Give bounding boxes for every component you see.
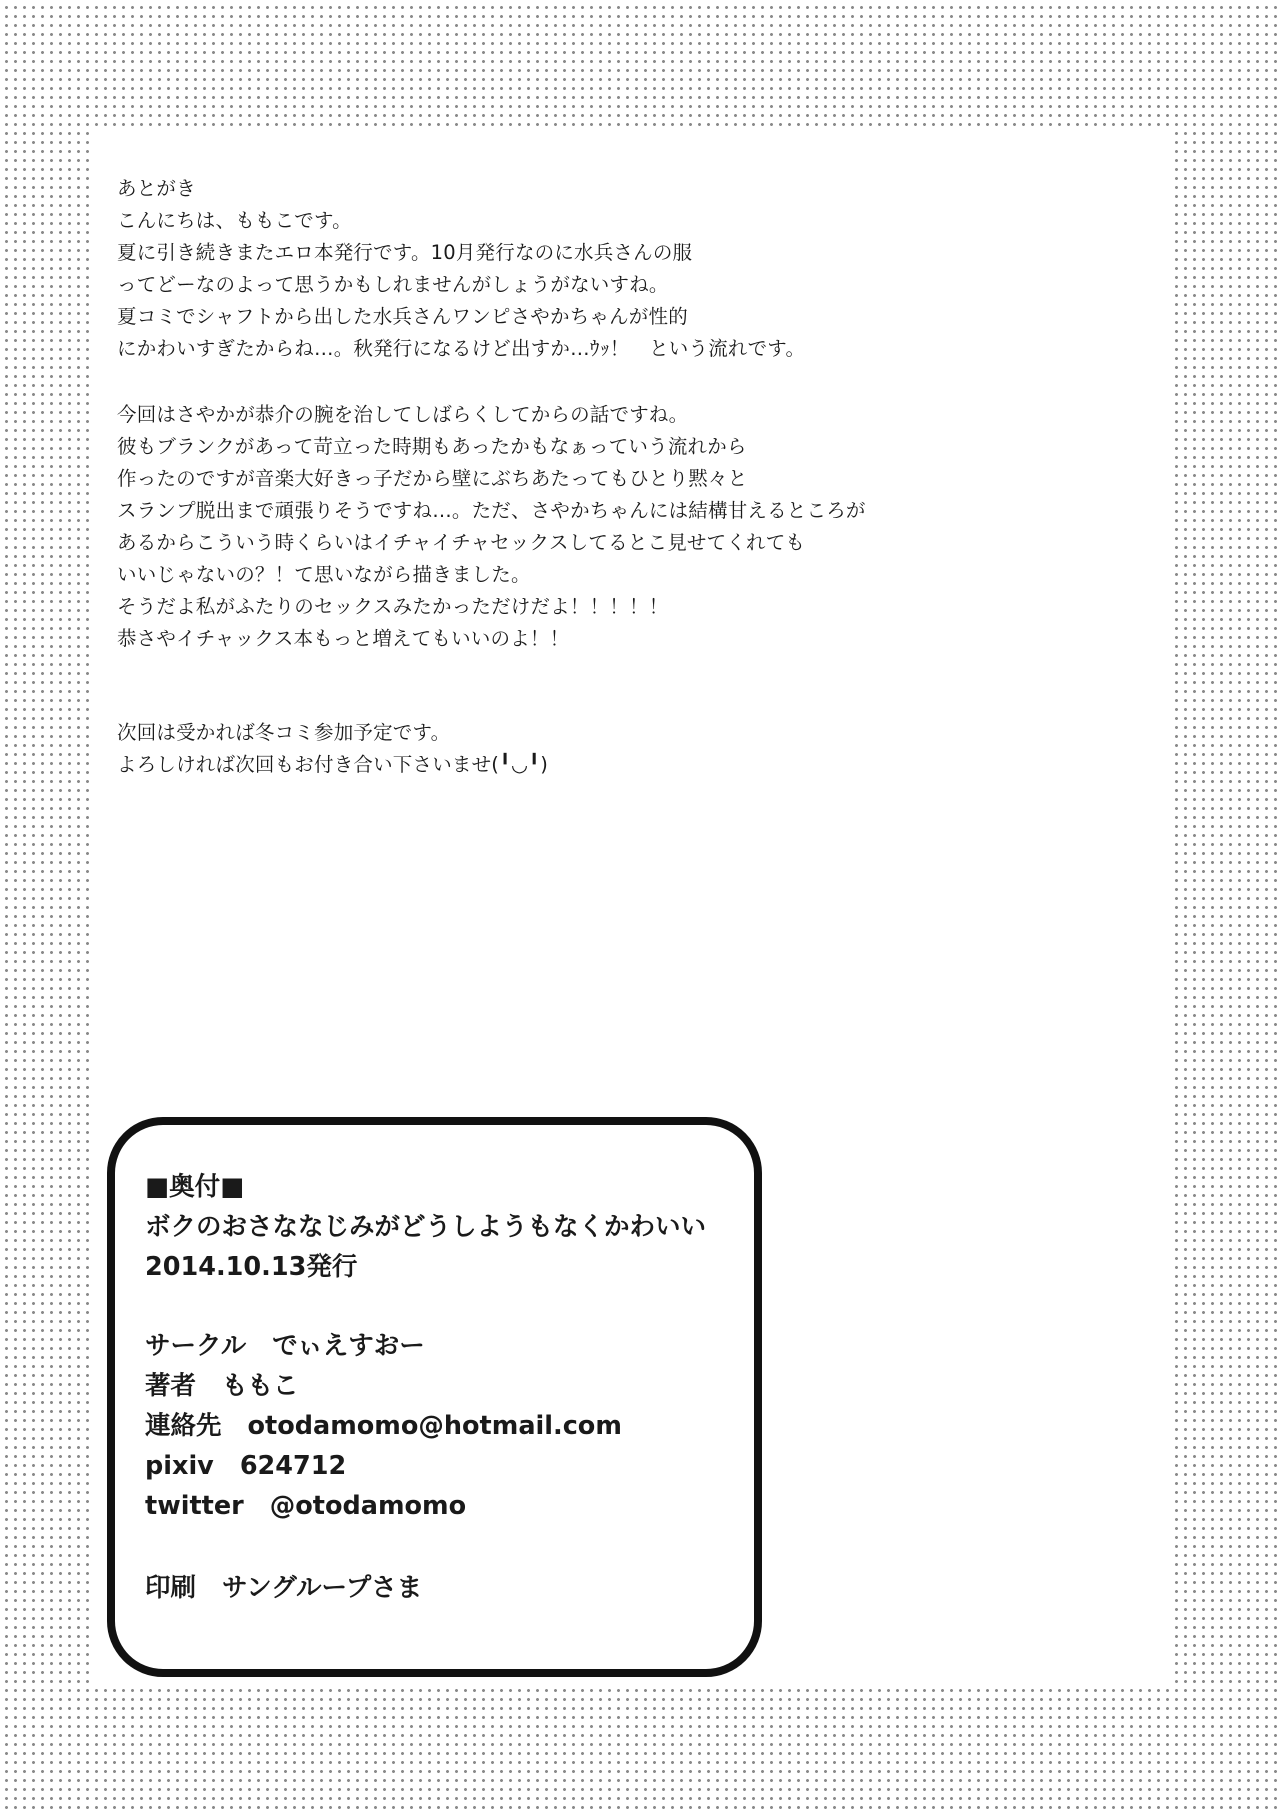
afterword-section [117, 173, 1077, 781]
circle-row [145, 1326, 734, 1366]
author-value: ももこ [222, 1371, 299, 1401]
afterword-line: 今回はさやかが恭介の腕を治してしばらくしてからの話ですね。 [117, 403, 689, 426]
book-title: ボクのおさななじみがどうしようもなくかわいい [145, 1212, 707, 1242]
author-row [145, 1366, 734, 1406]
colophon-content [145, 1167, 734, 1608]
contact-label: 連絡先 [145, 1411, 222, 1441]
afterword-line: よろしければ次回もお付き合い下さいませ(╹◡╹) [117, 753, 549, 776]
author-label: 著者 [145, 1371, 197, 1401]
circle-label: サークル [145, 1331, 247, 1361]
pixiv-row [145, 1446, 734, 1486]
contact-email: otodamomo@hotmail.com [247, 1411, 622, 1441]
afterword-line: 恭さやイチャックス本もっと増えてもいいのよ！！ [117, 627, 570, 650]
printer-row [145, 1568, 734, 1608]
afterword-line: いいじゃないの？！て思いながら描きました。 [117, 563, 531, 586]
pixiv-label: pixiv [145, 1451, 214, 1481]
printer-value: サングループさま [222, 1573, 423, 1603]
colophon-heading: ■奥付■ [145, 1172, 245, 1202]
afterword-line: あるからこういう時くらいはイチャイチャセックスしてるとこ見せてくれても [117, 531, 806, 554]
afterword-line: そうだよ私がふたりのセックスみたかっただけだよ！！！！！ [117, 595, 669, 618]
afterword-line: 夏コミでシャフトから出した水兵さんワンピさやかちゃんが性的 [117, 305, 688, 328]
colophon-box [107, 1117, 762, 1677]
printer-label: 印刷 [145, 1573, 197, 1603]
afterword-line: 夏に引き続きまたエロ本発行です。10月発行なのに水兵さんの服 [117, 241, 693, 264]
twitter-label: twitter [145, 1491, 244, 1521]
afterword-line: 作ったのですが音楽大好きっ子だから壁にぶちあたってもひとり黙々と [117, 467, 748, 490]
afterword-line: ってどーなのよって思うかもしれませんがしょうがないすね。 [117, 273, 669, 296]
contact-row [145, 1406, 734, 1446]
circle-value: でぃえすおー [272, 1331, 425, 1361]
afterword-line: スランプ脱出まで頑張りそうですね…。ただ、さやかちゃんには結構甘えるところが [117, 499, 866, 522]
publish-date: 2014.10.13発行 [145, 1252, 358, 1282]
afterword-heading: あとがき [117, 177, 196, 200]
twitter-row [145, 1486, 734, 1526]
afterword-line: 彼もブランクがあって苛立った時期もあったかもなぁっていう流れから [117, 435, 747, 458]
pixiv-id: 624712 [239, 1451, 347, 1481]
afterword-line: こんにちは、ももこです。 [117, 209, 352, 232]
afterword-line: 次回は受かれば冬コミ参加予定です。 [117, 721, 451, 744]
afterword-line: にかわいすぎたからね…。秋発行になるけど出すか…ｳｯ！ という流れです。 [117, 337, 806, 360]
twitter-handle: @otodamomo [269, 1491, 467, 1521]
